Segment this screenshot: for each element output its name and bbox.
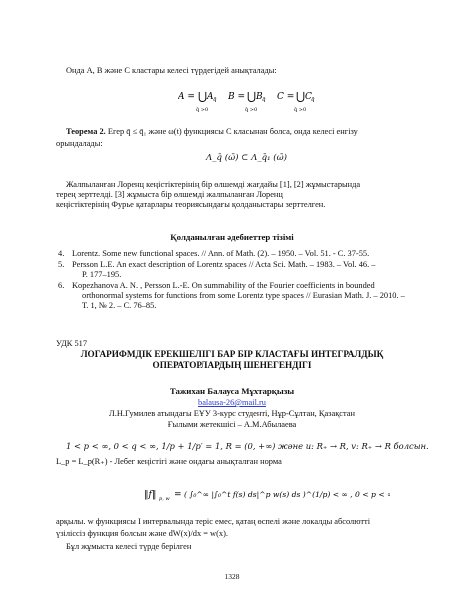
norm-formula-svg [144,475,390,515]
conditions-line-2: L_p = L_p(R₊) - Лебег кеңістігі және ондағы анықталған норма [56,457,282,466]
eq-c-under: q̄ >0 [294,107,307,113]
closing-line: үзіліссіз функция болсын және dW(x)/dx = w(x). [56,529,228,538]
closing-line: арқылы. w функциясы I интервалында теріс емес, қатаң өспелі және локалды абсолютті [56,517,371,526]
author-name: Тажихан Балауса Мұхтарқызы [169,386,295,396]
norm-expression: ( ∫₀^∞ |∫₀^t f(s) ds|^p w(s) ds )^(1/p) < ∞ , 0 < p < ∞ . [184,490,390,499]
norm-lhs-sub: p, w [159,496,170,502]
eq-a-under: q̄ >0 [196,107,209,113]
reference-number: 4. [58,249,65,258]
theorem-line-2: орындалады: [56,139,103,148]
eq-a-rhs: A [207,92,214,102]
eq-c-lhs: C = [277,92,295,102]
reference-number: 6. [58,281,65,290]
article-title-line: ЛОГАРИФМДІК ЕРЕКШЕЛІГІ БАР БІР КЛАСТАҒЫ ИНТЕГРАЛДЫҚ [80,349,384,359]
author-supervisor: Ғылыми жетекшісі – А.М.Абылаева [167,420,297,429]
eq-a-lhs: A = [178,92,195,102]
eq-c-union: ⋃ [296,90,306,103]
norm-lhs: ‖f‖ [144,490,157,500]
theorem-formula: Λ_q̄ (ω̄) ⊂ Λ_q̄₁ (ω̄) [206,153,288,163]
reference-text: Lorentz. Some new functional spaces. // Ann. of Math. (2). – 1950. – Vol. 51. - C. 37-55. [72,249,370,258]
author-email-link[interactable]: balausa-26@mail.ru [198,398,266,407]
article-title [0,349,464,371]
reference-item [58,281,412,291]
reference-text-cont: P. 177–195. [82,270,122,279]
author-affiliation: Л.Н.Гумилев атындағы ЕҰУ 3-курс студенті, Нұр-Сұлтан, Қазақстан [109,409,355,418]
eq-b-union: ⋃ [247,90,257,103]
display-equation-svg [178,87,328,117]
display-equation [178,87,328,117]
eq-c-rhs: C [305,92,312,102]
reference-text: Persson L.E. An exact description of Lorentz spaces // Acta Sci. Math. – 1983. – Vol. 46. – [72,260,376,269]
eq-b-under: q̄ >0 [245,107,258,113]
body-paragraph [56,180,408,210]
theorem-line-1 [66,127,406,137]
eq-b-rhs: B [256,92,263,102]
eq-a-union: ⋃ [198,90,208,103]
eq-b-sub: q̄ [262,97,266,103]
reference-text-cont: orthonormal systems for functions from some Lorentz type spaces // Eurasian Math. J. – 2010. – [82,291,405,300]
reference-item [58,249,412,259]
paragraph-line: кеңістіктерінің Фурье қатарлары теориясындағы қолданыстары зерттелген. [56,200,326,209]
conditions-line-1: 1 < p < ∞, 0 < q < ∞, 1/p + 1/p′ = 1, R = (0, +∞) және u: R₊ → R, v: R₊ → R болсын. [66,441,429,451]
paragraph-line: терең зерттелді. [3] жұмыста бір өлшемді жалпыланған Лоренц [56,190,283,199]
norm-formula [144,475,390,515]
eq-b-lhs: B = [228,92,246,102]
intro-line: Онда A, B және C кластары келесі түрдегідей анықталады: [66,66,277,75]
theorem-text: Егер q̄ ≤ q̄₁ және ω(t) функциясы C класынан болса, онда келесі енгізу [107,127,358,136]
reference-number: 5. [58,260,65,269]
theorem-label: Теорема 2. [66,127,106,136]
references-title: Қолданылған әдебиеттер тізімі [170,232,294,242]
closing-line: Бұл жұмыста келесі түрде берілген [66,542,192,551]
page-number: 1328 [224,572,240,581]
reference-item [58,260,412,270]
closing-lines [56,517,410,552]
norm-equals: = [174,490,182,500]
reference-text: Kopezhanova A. N. , Persson L.-E. On summability of the Fourier coefficients in bounded [72,281,375,290]
reference-text-cont: Т. 1, № 2. – С. 76–85. [82,301,157,310]
paragraph-line: Жалпыланған Лоренц кеңістіктерінің бір өлшемді жағдайы [1], [2] жұмыстарында [66,180,361,189]
eq-a-sub: q̄ [213,97,217,103]
references-list [58,249,412,311]
eq-c-sub: q̄ [311,97,315,103]
article-title-line: ОПЕРАТОРЛАРДЫҢ ШЕНЕГЕНДІГІ [152,360,312,370]
author-email-row [0,398,464,407]
udk-code: УДК 517 [56,339,88,348]
